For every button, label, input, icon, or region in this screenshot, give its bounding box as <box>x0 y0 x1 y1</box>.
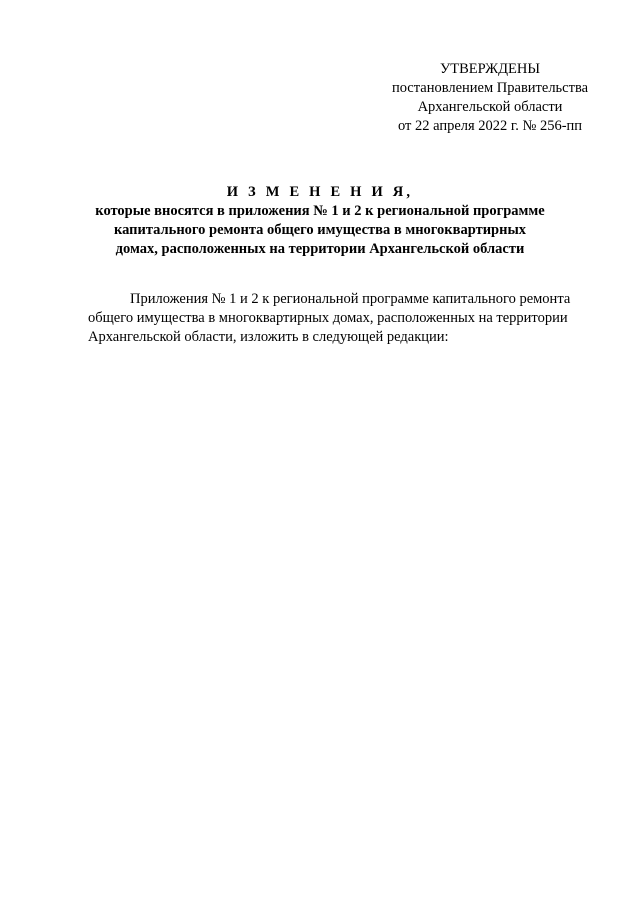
body-line-2: общего имущества в многоквартирных домах, расположенных на территории <box>88 310 568 326</box>
approval-region-line: Архангельской области <box>417 99 563 115</box>
body-line-3: Архангельской области, изложить в следующей редакции: <box>88 329 449 345</box>
approval-date-number-line: от 22 апреля 2022 г. № 256-пп <box>397 118 583 134</box>
approval-stamp <box>370 60 610 136</box>
title-line-1: которые вносятся в приложения № 1 и 2 к региональной программе <box>95 203 545 219</box>
title-line-3: домах, расположенных на территории Архангельской области <box>115 241 525 257</box>
document-title <box>70 183 570 259</box>
body-line-1: Приложения № 1 и 2 к региональной программе капитального ремонта <box>130 291 571 307</box>
title-line-2: капитального ремонта общего имущества в многоквартирных <box>113 222 527 238</box>
approval-resolution-line: постановлением Правительства <box>391 80 589 96</box>
title-heading: И З М Е Н Е Н И Я, <box>226 184 414 200</box>
approval-title: УТВЕРЖДЕНЫ <box>439 61 541 77</box>
body-paragraph <box>88 290 608 347</box>
